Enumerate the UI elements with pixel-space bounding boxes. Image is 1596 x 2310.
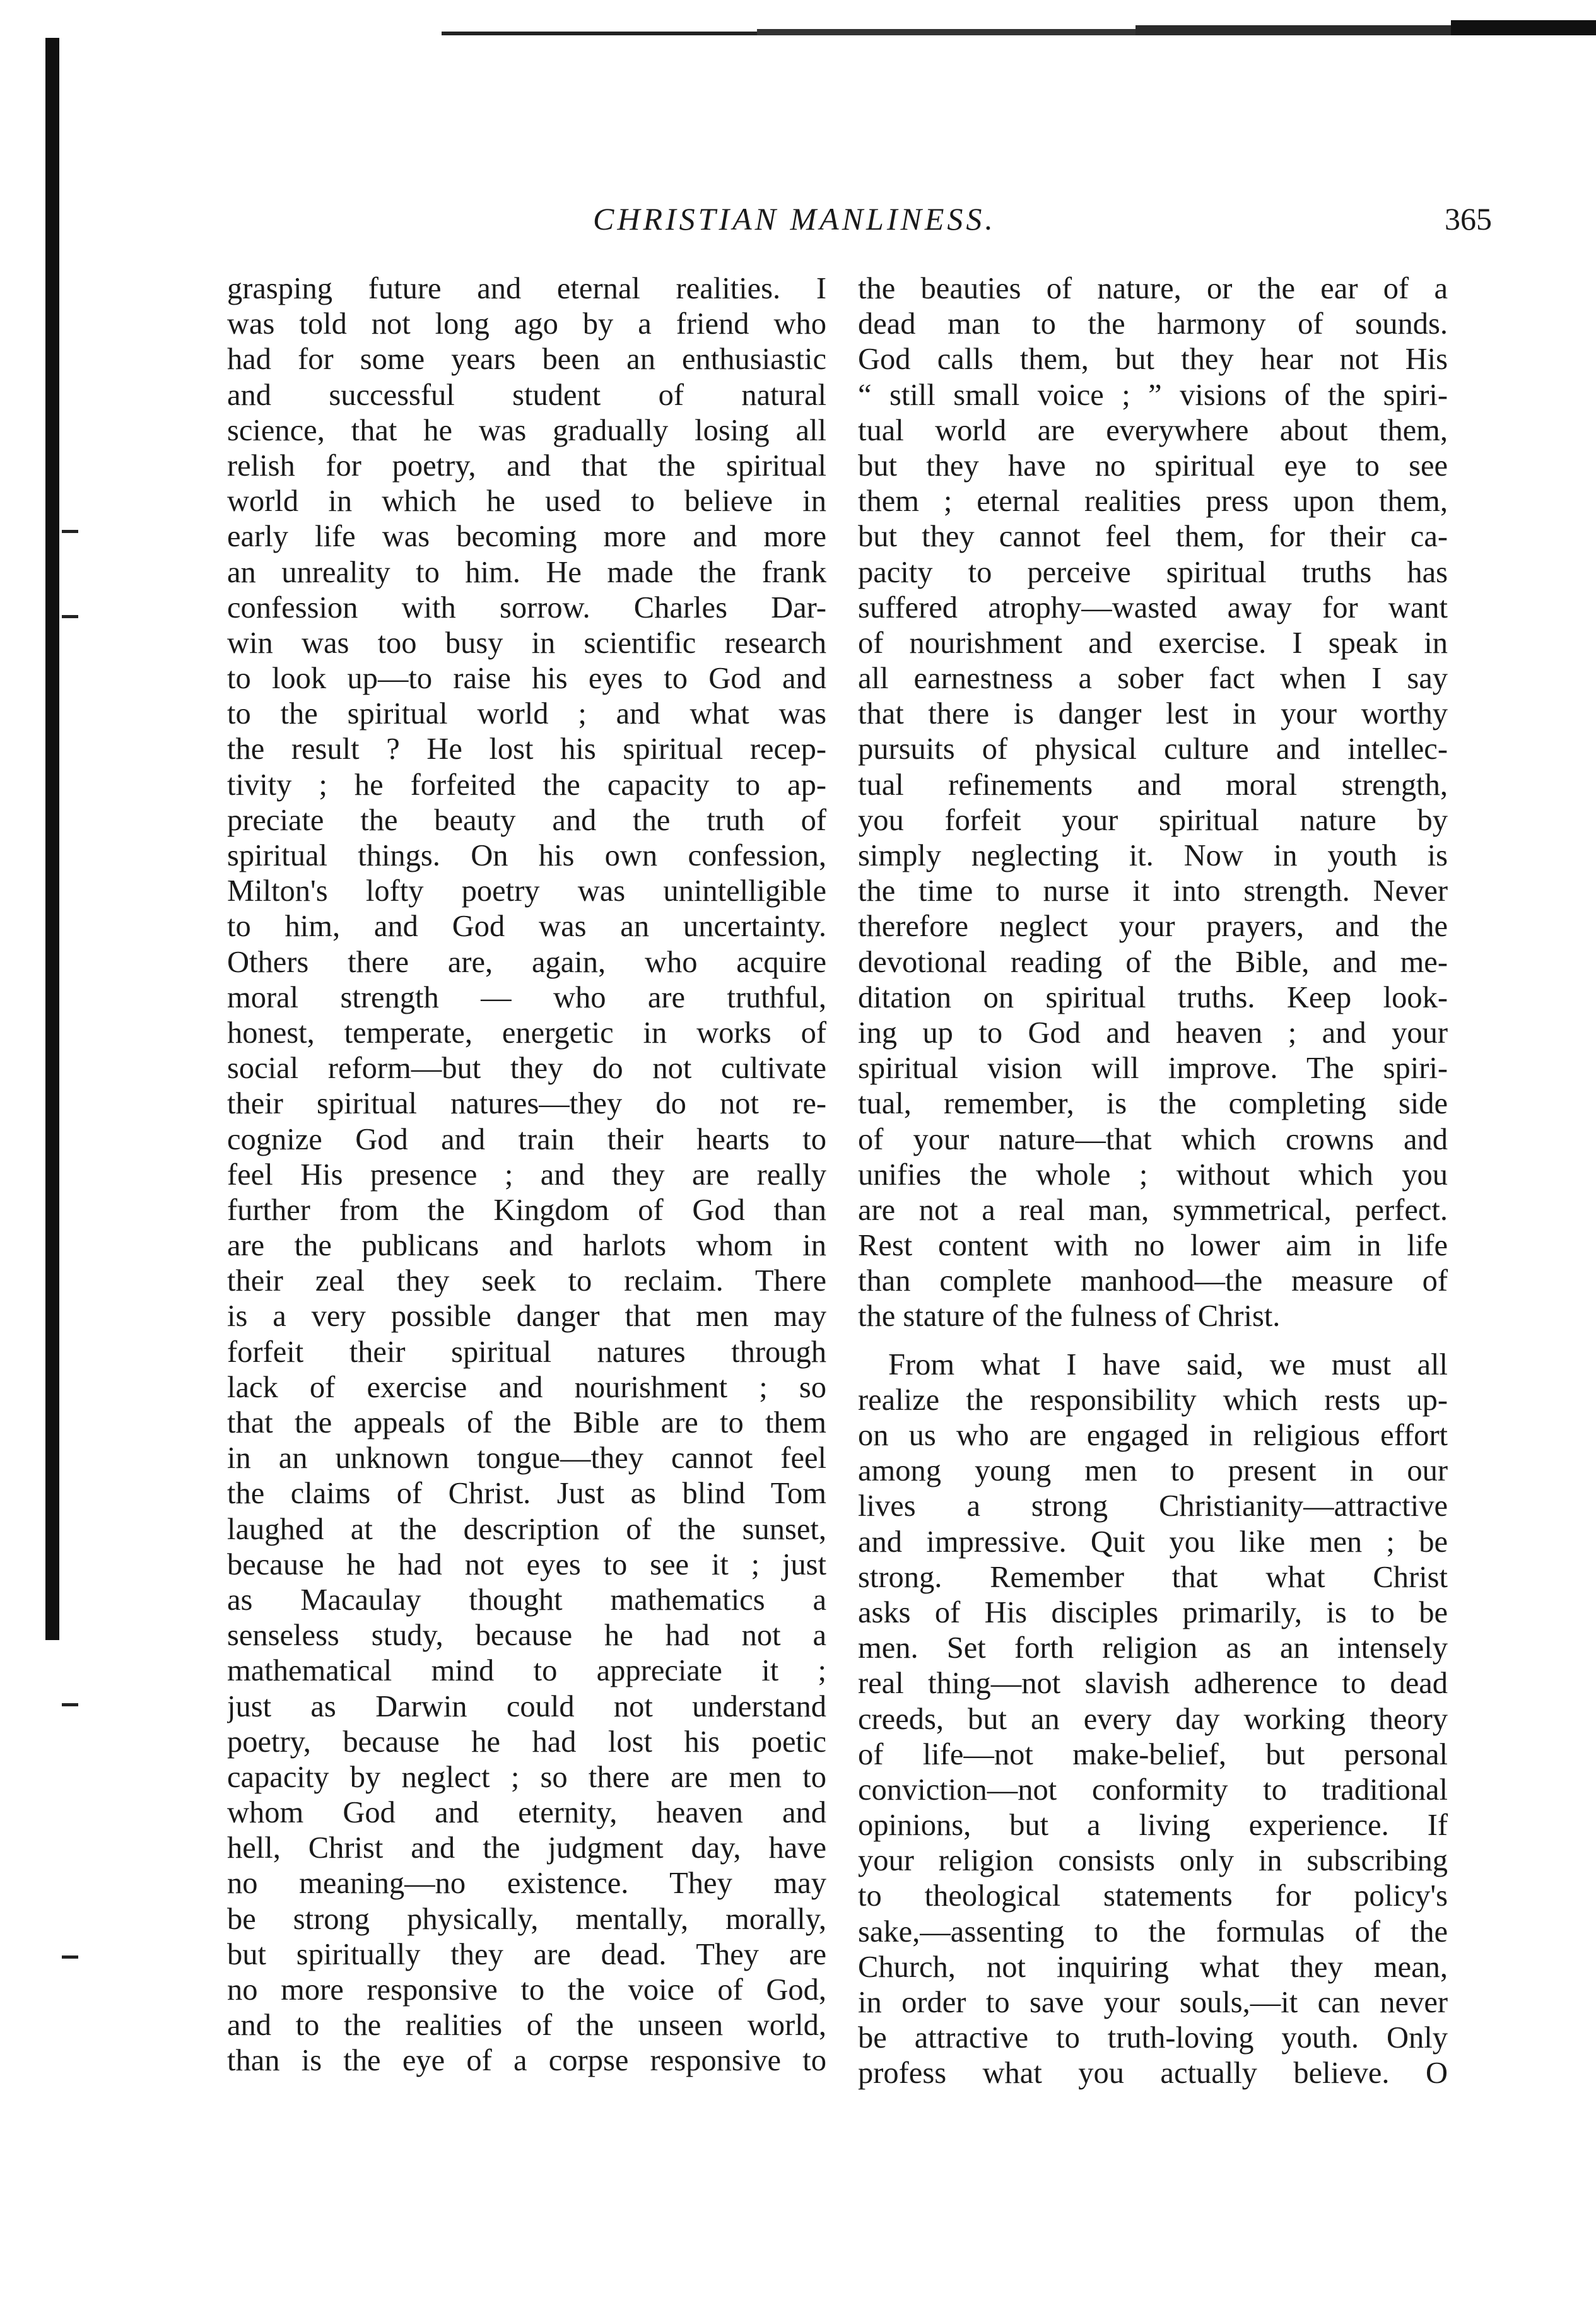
text-line: ditation on spiritual truths. Keep look- <box>858 980 1448 1014</box>
text-line: world in which he used to believe in <box>227 484 826 519</box>
text-line: hell, Christ and the judgment day, have <box>227 1831 826 1865</box>
text-line: “ still small voice ; ” visions of the spiri- <box>858 378 1448 412</box>
text-line: honest, temperate, energetic in works of <box>227 1016 826 1050</box>
text-line: feel His presence ; and they are really <box>227 1158 826 1192</box>
text-line: pursuits of physical culture and intellec- <box>858 732 1448 766</box>
text-line: than is the eye of a corpse responsive to <box>227 2044 826 2078</box>
text-line: are not a real man, symmetrical, perfect. <box>858 1193 1448 1227</box>
text-line: the beauties of nature, or the ear of a <box>858 272 1448 305</box>
text-line: whom God and eternity, heaven and <box>227 1796 826 1830</box>
text-line: science, that he was gradually losing all <box>227 413 826 447</box>
text-line: realize the responsibility which rests up- <box>858 1383 1448 1417</box>
text-line: them ; eternal realities press upon them, <box>858 484 1448 519</box>
text-line: moral strength — who are truthful, <box>227 980 826 1014</box>
text-line: was told not long ago by a friend who <box>227 307 826 341</box>
text-line: the result ? He lost his spiritual recep- <box>227 732 826 766</box>
text-line: because he had not eyes to see it ; just <box>227 1547 826 1581</box>
text-line: an unreality to him. He made the frank <box>227 555 826 589</box>
text-line: their zeal they seek to reclaim. There <box>227 1264 826 1298</box>
margin-tick <box>62 530 78 533</box>
text-line: be attractive to truth-loving youth. Only <box>858 2021 1448 2055</box>
text-line: tivity ; he forfeited the capacity to ap- <box>227 768 826 802</box>
text-line: cognize God and train their hearts to <box>227 1122 826 1156</box>
text-line: creeds, but an every day working theory <box>858 1702 1448 1736</box>
text-line: but they cannot feel them, for their ca- <box>858 520 1448 554</box>
text-line: real thing—not slavish adherence to dead <box>858 1667 1448 1701</box>
text-line: in an unknown tongue—they cannot feel <box>227 1441 826 1475</box>
text-line: the stature of the fulness of Christ. <box>858 1299 1281 1334</box>
text-line: profess what you actually believe. O <box>858 2056 1448 2090</box>
text-line: Rest content with no lower aim in life <box>858 1229 1448 1263</box>
text-line: than complete manhood—the measure of <box>858 1264 1448 1298</box>
text-line: is a very possible danger that men may <box>227 1299 826 1334</box>
text-line: asks of His disciples primarily, is to be <box>858 1595 1448 1629</box>
text-line: spiritual vision will improve. The spiri- <box>858 1052 1448 1086</box>
text-line: tual, remember, is the completing side <box>858 1087 1448 1121</box>
text-line: to theological statements for policy's <box>858 1879 1448 1913</box>
text-line: lives a strong Christianity—attractive <box>858 1489 1448 1523</box>
text-line: devotional reading of the Bible, and me- <box>858 945 1448 979</box>
text-line: that the appeals of the Bible are to them <box>227 1406 826 1439</box>
margin-tick <box>62 615 78 618</box>
left-text-column <box>227 271 826 2079</box>
text-line: pacity to perceive spiritual truths has <box>858 555 1448 589</box>
text-line: early life was becoming more and more <box>227 520 826 554</box>
text-line: no meaning—no existence. They may <box>227 1867 826 1901</box>
text-line: and to the realities of the unseen world, <box>227 2008 826 2043</box>
text-line: your religion consists only in subscribing <box>858 1844 1448 1878</box>
text-line: further from the Kingdom of God than <box>227 1193 826 1227</box>
text-line: on us who are engaged in religious effort <box>858 1419 1448 1452</box>
text-line: conviction—not conformity to traditional <box>858 1773 1448 1807</box>
margin-tick <box>62 1703 78 1706</box>
text-line: and impressive. Quit you like men ; be <box>858 1525 1448 1559</box>
text-line: tual world are everywhere about them, <box>858 413 1448 447</box>
text-line: are the publicans and harlots whom in <box>227 1229 826 1263</box>
text-line: Others there are, again, who acquire <box>227 945 826 979</box>
text-line: suffered atrophy—wasted away for want <box>858 590 1448 624</box>
text-line: forfeit their spiritual natures through <box>227 1335 826 1369</box>
paragraph-gap <box>858 1335 1448 1347</box>
text-line: of your nature—that which crowns and <box>858 1122 1448 1156</box>
text-line: all earnestness a sober fact when I say <box>858 662 1448 696</box>
text-line: of life—not make-belief, but personal <box>858 1737 1448 1771</box>
text-line: to look up—to raise his eyes to God and <box>227 662 826 696</box>
text-line: ing up to God and heaven ; and your <box>858 1016 1448 1050</box>
text-line: but spiritually they are dead. They are <box>227 1937 826 1971</box>
text-line: win was too busy in scientific research <box>227 626 826 660</box>
text-line: no more responsive to the voice of God, <box>227 1973 826 2007</box>
text-line: Church, not inquiring what they mean, <box>858 1950 1448 1984</box>
text-line: their spiritual natures—they do not re- <box>227 1087 826 1121</box>
text-line: among young men to present in our <box>858 1454 1448 1488</box>
text-line: but they have no spiritual eye to see <box>858 449 1448 483</box>
text-line: therefore neglect your prayers, and the <box>858 910 1448 944</box>
margin-tick <box>62 1955 78 1959</box>
text-line: be strong physically, mentally, morally, <box>227 1902 826 1936</box>
text-line: confession with sorrow. Charles Dar- <box>227 590 826 624</box>
text-line: as Macaulay thought mathematics a <box>227 1583 826 1617</box>
text-line: and successful student of natural <box>227 378 826 412</box>
text-line: the time to nurse it into strength. Never <box>858 874 1448 908</box>
text-line: relish for poetry, and that the spiritual <box>227 449 826 483</box>
text-line: capacity by neglect ; so there are men to <box>227 1760 826 1794</box>
text-line: grasping future and eternal realities. I <box>227 272 826 305</box>
text-line: tual refinements and moral strength, <box>858 768 1448 802</box>
text-line: simply neglecting it. Now in youth is <box>858 839 1448 872</box>
page-number: 365 <box>1445 201 1492 237</box>
top-printed-rule <box>442 20 1596 45</box>
text-line: poetry, because he had lost his poetic <box>227 1725 826 1759</box>
text-line: senseless study, because he had not a <box>227 1619 826 1653</box>
text-line: social reform—but they do not cultivate <box>227 1052 826 1086</box>
text-line: you forfeit your spiritual nature by <box>858 803 1448 837</box>
text-line: From what I have said, we must all <box>888 1347 1448 1381</box>
left-scan-edge-rule <box>45 38 59 1640</box>
text-line: preciate the beauty and the truth of <box>227 803 826 837</box>
text-line: opinions, but a living experience. If <box>858 1809 1448 1843</box>
text-line: had for some years been an enthusiastic <box>227 343 826 377</box>
text-line: the claims of Christ. Just as blind Tom <box>227 1477 826 1511</box>
text-line: that there is danger lest in your worthy <box>858 697 1448 731</box>
text-line: of nourishment and exercise. I speak in <box>858 626 1448 660</box>
text-line: men. Set forth religion as an intensely <box>858 1631 1448 1665</box>
text-line: unifies the whole ; without which you <box>858 1158 1448 1192</box>
text-line: God calls them, but they hear not His <box>858 343 1448 377</box>
right-text-column <box>858 271 1448 2092</box>
text-line: spiritual things. On his own confession, <box>227 839 826 872</box>
text-line: in order to save your souls,—it can never <box>858 1986 1448 2019</box>
text-line: to the spiritual world ; and what was <box>227 697 826 731</box>
text-line: mathematical mind to appreciate it ; <box>227 1654 826 1688</box>
text-line: lack of exercise and nourishment ; so <box>227 1370 826 1404</box>
text-line: laughed at the description of the sunset, <box>227 1512 826 1546</box>
text-line: just as Darwin could not understand <box>227 1689 826 1723</box>
text-line: Milton's lofty poetry was unintelligible <box>227 874 826 908</box>
text-line: sake,—assenting to the formulas of the <box>858 1914 1448 1949</box>
text-line: dead man to the harmony of sounds. <box>858 307 1448 341</box>
text-line: strong. Remember that what Christ <box>858 1560 1448 1594</box>
running-title: CHRISTIAN MANLINESS. <box>593 201 996 237</box>
text-line: to him, and God was an uncertainty. <box>227 910 826 944</box>
